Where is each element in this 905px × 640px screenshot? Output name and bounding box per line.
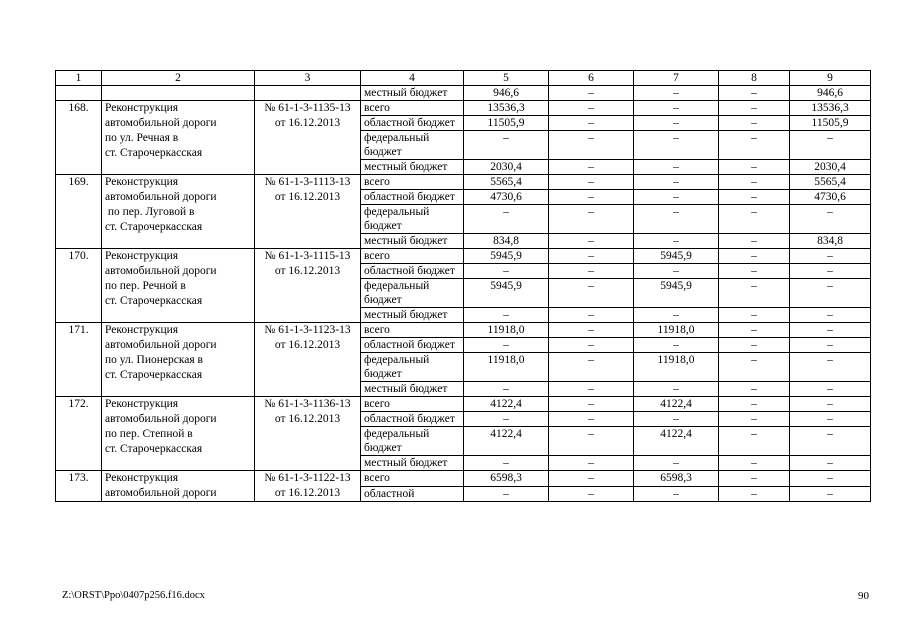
entry-document <box>255 397 361 471</box>
entry-document <box>255 101 361 175</box>
header-cell: 3 <box>255 71 361 86</box>
value-cell: – <box>549 397 634 412</box>
value-cell: – <box>719 412 790 427</box>
value-cell: – <box>719 160 790 175</box>
value-cell: – <box>790 264 871 279</box>
value-cell: 11918,0 <box>464 323 549 338</box>
value-cell: 5945,9 <box>464 279 549 308</box>
value-cell: – <box>634 116 719 131</box>
table-row <box>56 323 871 338</box>
value-cell: – <box>464 412 549 427</box>
entry-document <box>255 471 361 502</box>
value-cell: – <box>464 382 549 397</box>
entry-name-line: автомобильной дороги <box>105 117 217 129</box>
value-cell: – <box>719 175 790 190</box>
value-cell: – <box>549 116 634 131</box>
value-cell: – <box>790 456 871 471</box>
value-cell: 2030,4 <box>464 160 549 175</box>
value-cell: – <box>549 427 634 456</box>
budget-type-cell: областной бюджет <box>361 190 464 205</box>
value-cell: – <box>790 323 871 338</box>
budget-type-cell: местный бюджет <box>361 234 464 249</box>
value-cell: – <box>634 264 719 279</box>
value-cell: 4122,4 <box>464 397 549 412</box>
value-cell: 11505,9 <box>790 116 871 131</box>
value-cell: – <box>634 486 719 502</box>
value-cell: – <box>790 131 871 160</box>
entry-name-line: ст. Старочеркасская <box>105 369 203 381</box>
value-cell: – <box>634 101 719 116</box>
value-cell: – <box>719 116 790 131</box>
empty-cell <box>102 86 255 101</box>
budget-type-cell: федеральный бюджет <box>361 427 464 456</box>
budget-type-cell: местный бюджет <box>361 456 464 471</box>
value-cell: – <box>719 427 790 456</box>
value-cell: 6598,3 <box>634 471 719 487</box>
value-cell: – <box>634 456 719 471</box>
value-cell: – <box>790 353 871 382</box>
value-cell: 4122,4 <box>634 397 719 412</box>
value-cell: – <box>719 86 790 101</box>
value-cell: – <box>549 101 634 116</box>
value-cell: – <box>634 308 719 323</box>
value-cell: – <box>464 308 549 323</box>
empty-cell <box>56 86 102 101</box>
value-cell: – <box>719 471 790 487</box>
entry-name <box>102 471 255 502</box>
header-cell: 1 <box>56 71 102 86</box>
budget-type-cell: областной <box>361 486 464 502</box>
table-row <box>56 471 871 487</box>
value-cell: – <box>790 382 871 397</box>
table-body <box>56 71 871 502</box>
value-cell: 834,8 <box>464 234 549 249</box>
header-cell: 7 <box>634 71 719 86</box>
value-cell: – <box>719 338 790 353</box>
value-cell: – <box>634 234 719 249</box>
entry-name <box>102 323 255 397</box>
value-cell: – <box>634 160 719 175</box>
value-cell: – <box>719 456 790 471</box>
entry-number: 173. <box>56 471 102 502</box>
value-cell: 5945,9 <box>634 249 719 264</box>
value-cell: – <box>634 382 719 397</box>
entry-document-line: от 16.12.2013 <box>274 339 341 351</box>
value-cell: 11505,9 <box>464 116 549 131</box>
value-cell: 4730,6 <box>464 190 549 205</box>
entry-document-line: от 16.12.2013 <box>274 413 341 425</box>
entry-document-line: № 61-1-3-1135-13 <box>264 102 351 114</box>
entry-name-line: ст. Старочеркасская <box>105 147 203 159</box>
value-cell: – <box>719 486 790 502</box>
header-cell: 5 <box>464 71 549 86</box>
header-cell: 2 <box>102 71 255 86</box>
value-cell: – <box>719 131 790 160</box>
budget-type-cell: местный бюджет <box>361 382 464 397</box>
entry-name-line: по пер. Речной в <box>105 280 186 292</box>
entry-document-line: от 16.12.2013 <box>274 117 341 129</box>
empty-cell <box>255 86 361 101</box>
value-cell: – <box>719 234 790 249</box>
entry-number: 169. <box>56 175 102 249</box>
value-cell: 946,6 <box>464 86 549 101</box>
budget-type-cell: федеральный бюджет <box>361 131 464 160</box>
entry-name-line: по пер. Степной в <box>105 428 193 440</box>
value-cell: – <box>719 190 790 205</box>
entry-name-line: автомобильной дороги <box>105 339 217 351</box>
budget-type-cell: федеральный бюджет <box>361 205 464 234</box>
entry-name-line: по ул. Речная в <box>105 132 179 144</box>
value-cell: – <box>549 323 634 338</box>
entry-document <box>255 323 361 397</box>
entry-document-line: от 16.12.2013 <box>274 487 341 499</box>
budget-table <box>55 70 871 502</box>
value-cell: – <box>464 205 549 234</box>
value-cell: – <box>549 264 634 279</box>
entry-name-line: по пер. Луговой в <box>105 206 195 218</box>
entry-name-line: Реконструкция <box>105 176 179 188</box>
value-cell: 13536,3 <box>464 101 549 116</box>
value-cell: – <box>719 279 790 308</box>
entry-document-line: № 61-1-3-1122-13 <box>264 472 351 484</box>
value-cell: – <box>464 264 549 279</box>
value-cell: – <box>719 353 790 382</box>
value-cell: – <box>790 427 871 456</box>
value-cell: – <box>634 412 719 427</box>
value-cell: – <box>790 412 871 427</box>
entry-name-line: ст. Старочеркасская <box>105 295 203 307</box>
header-cell: 8 <box>719 71 790 86</box>
entry-number: 172. <box>56 397 102 471</box>
value-cell: – <box>549 308 634 323</box>
budget-type-cell: всего <box>361 249 464 264</box>
entry-name <box>102 175 255 249</box>
entry-document <box>255 175 361 249</box>
value-cell: 11918,0 <box>634 323 719 338</box>
entry-name-line: ст. Старочеркасская <box>105 221 203 233</box>
value-cell: – <box>790 308 871 323</box>
entry-name-line: автомобильной дороги <box>105 487 217 499</box>
value-cell: – <box>790 397 871 412</box>
value-cell: – <box>549 190 634 205</box>
value-cell: – <box>549 175 634 190</box>
value-cell: – <box>790 279 871 308</box>
entry-name-line: Реконструкция <box>105 102 179 114</box>
value-cell: – <box>719 264 790 279</box>
page-number: 90 <box>858 590 869 602</box>
entry-document-line: от 16.12.2013 <box>274 191 341 203</box>
value-cell: – <box>719 382 790 397</box>
value-cell: – <box>549 279 634 308</box>
value-cell: 946,6 <box>790 86 871 101</box>
value-cell: – <box>790 205 871 234</box>
value-cell: – <box>790 249 871 264</box>
value-cell: – <box>549 456 634 471</box>
entry-name-line: по ул. Пионерская в <box>105 354 203 366</box>
value-cell: 834,8 <box>790 234 871 249</box>
entry-name-line: ст. Старочеркасская <box>105 443 203 455</box>
budget-type-cell: местный бюджет <box>361 86 464 101</box>
continuation-row <box>56 86 871 101</box>
value-cell: – <box>634 131 719 160</box>
budget-type-cell: федеральный бюджет <box>361 353 464 382</box>
value-cell: – <box>549 338 634 353</box>
budget-type-cell: всего <box>361 323 464 338</box>
value-cell: 2030,4 <box>790 160 871 175</box>
entry-name-line: Реконструкция <box>105 472 179 484</box>
entry-name-line: Реконструкция <box>105 250 179 262</box>
budget-type-cell: областной бюджет <box>361 338 464 353</box>
value-cell: – <box>549 353 634 382</box>
value-cell: – <box>790 471 871 487</box>
header-row <box>56 71 871 86</box>
value-cell: 4730,6 <box>790 190 871 205</box>
entry-number: 168. <box>56 101 102 175</box>
value-cell: – <box>549 486 634 502</box>
value-cell: 5565,4 <box>790 175 871 190</box>
table-row <box>56 175 871 190</box>
value-cell: – <box>719 397 790 412</box>
value-cell: – <box>634 175 719 190</box>
value-cell: – <box>549 131 634 160</box>
budget-type-cell: федеральный бюджет <box>361 279 464 308</box>
budget-type-cell: всего <box>361 101 464 116</box>
value-cell: 11918,0 <box>464 353 549 382</box>
value-cell: 5565,4 <box>464 175 549 190</box>
entry-document-line: № 61-1-3-1136-13 <box>264 398 351 410</box>
value-cell: – <box>549 471 634 487</box>
value-cell: – <box>549 412 634 427</box>
value-cell: – <box>719 308 790 323</box>
budget-type-cell: всего <box>361 397 464 412</box>
entry-name <box>102 249 255 323</box>
value-cell: 6598,3 <box>464 471 549 487</box>
entry-name <box>102 397 255 471</box>
value-cell: – <box>634 205 719 234</box>
value-cell: 5945,9 <box>464 249 549 264</box>
value-cell: – <box>464 456 549 471</box>
entry-name-line: автомобильной дороги <box>105 413 217 425</box>
entry-number: 171. <box>56 323 102 397</box>
value-cell: – <box>790 338 871 353</box>
value-cell: – <box>634 338 719 353</box>
value-cell: – <box>719 205 790 234</box>
entry-document <box>255 249 361 323</box>
entry-document-line: № 61-1-3-1113-13 <box>264 176 351 188</box>
file-path: Z:\ORST\Ppo\0407p256.f16.docx <box>62 590 205 601</box>
entry-document-line: от 16.12.2013 <box>274 265 341 277</box>
value-cell: 4122,4 <box>634 427 719 456</box>
entry-name-line: автомобильной дороги <box>105 265 217 277</box>
table-row <box>56 249 871 264</box>
value-cell: 4122,4 <box>464 427 549 456</box>
header-cell: 6 <box>549 71 634 86</box>
value-cell: – <box>719 101 790 116</box>
budget-type-cell: областной бюджет <box>361 116 464 131</box>
entry-name-line: Реконструкция <box>105 324 179 336</box>
entry-number: 170. <box>56 249 102 323</box>
entry-document-line: № 61-1-3-1123-13 <box>264 324 351 336</box>
value-cell: – <box>719 323 790 338</box>
value-cell: – <box>719 249 790 264</box>
budget-type-cell: местный бюджет <box>361 308 464 323</box>
entry-name <box>102 101 255 175</box>
value-cell: – <box>549 205 634 234</box>
value-cell: – <box>549 249 634 264</box>
value-cell: – <box>549 234 634 249</box>
entry-name-line: автомобильной дороги <box>105 191 217 203</box>
value-cell: – <box>464 338 549 353</box>
header-cell: 4 <box>361 71 464 86</box>
value-cell: – <box>549 86 634 101</box>
budget-type-cell: местный бюджет <box>361 160 464 175</box>
value-cell: – <box>549 382 634 397</box>
table-row <box>56 397 871 412</box>
budget-type-cell: областной бюджет <box>361 264 464 279</box>
value-cell: – <box>634 86 719 101</box>
value-cell: 11918,0 <box>634 353 719 382</box>
budget-type-cell: всего <box>361 175 464 190</box>
value-cell: – <box>549 160 634 175</box>
value-cell: – <box>464 486 549 502</box>
budget-type-cell: областной бюджет <box>361 412 464 427</box>
value-cell: – <box>634 190 719 205</box>
entry-name-line: Реконструкция <box>105 398 179 410</box>
budget-type-cell: всего <box>361 471 464 487</box>
value-cell: 5945,9 <box>634 279 719 308</box>
value-cell: – <box>464 131 549 160</box>
header-cell: 9 <box>790 71 871 86</box>
table-row <box>56 101 871 116</box>
entry-document-line: № 61-1-3-1115-13 <box>264 250 351 262</box>
value-cell: – <box>790 486 871 502</box>
value-cell: 13536,3 <box>790 101 871 116</box>
